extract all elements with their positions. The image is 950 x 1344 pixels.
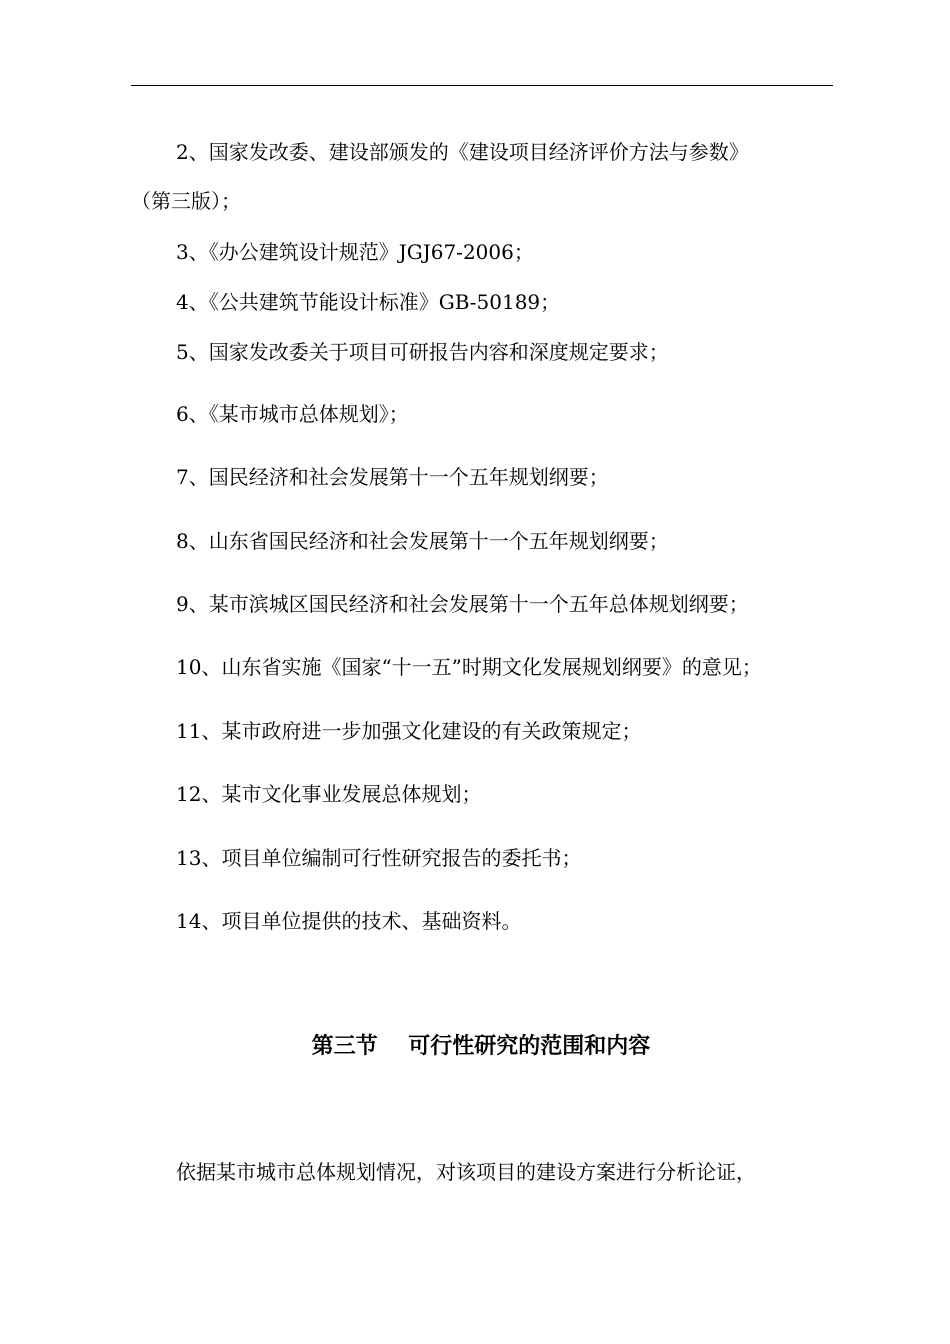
basis-item-13: 13、项目单位编制可行性研究报告的委托书； [176, 846, 582, 870]
basis-item-12: 12、某市文化事业发展总体规划； [176, 782, 482, 806]
basis-item-2-continuation: （第三版）； [131, 189, 241, 213]
basis-item-2: 2、国家发改委、建设部颁发的《建设项目经济评价方法与参数》 [176, 140, 749, 164]
basis-item-9: 9、某市滨城区国民经济和社会发展第十一个五年总体规划纲要； [176, 592, 749, 616]
basis-item-5: 5、国家发改委关于项目可研报告内容和深度规定要求； [176, 340, 669, 364]
basis-item-3: 3、《办公建筑设计规范》JGJ67-2006； [176, 240, 534, 264]
header-rule [131, 85, 833, 86]
basis-item-8: 8、山东省国民经济和社会发展第十一个五年规划纲要； [176, 529, 669, 553]
basis-item-11: 11、某市政府进一步加强文化建设的有关政策规定； [176, 719, 642, 743]
basis-item-7: 7、国民经济和社会发展第十一个五年规划纲要； [176, 465, 609, 489]
basis-item-10: 10、山东省实施《国家“十一五”时期文化发展规划纲要》的意见； [176, 655, 762, 679]
basis-item-6: 6、《某市城市总体规划》； [176, 402, 409, 426]
basis-item-14: 14、项目单位提供的技术、基础资料。 [176, 909, 522, 933]
section-heading: 第三节 可行性研究的范围和内容 [311, 1033, 651, 1059]
body-paragraph: 依据某市城市总体规划情况，对该项目的建设方案进行分析论证， [176, 1160, 756, 1184]
basis-item-4: 4、《公共建筑节能设计标准》GB-50189； [176, 290, 561, 314]
